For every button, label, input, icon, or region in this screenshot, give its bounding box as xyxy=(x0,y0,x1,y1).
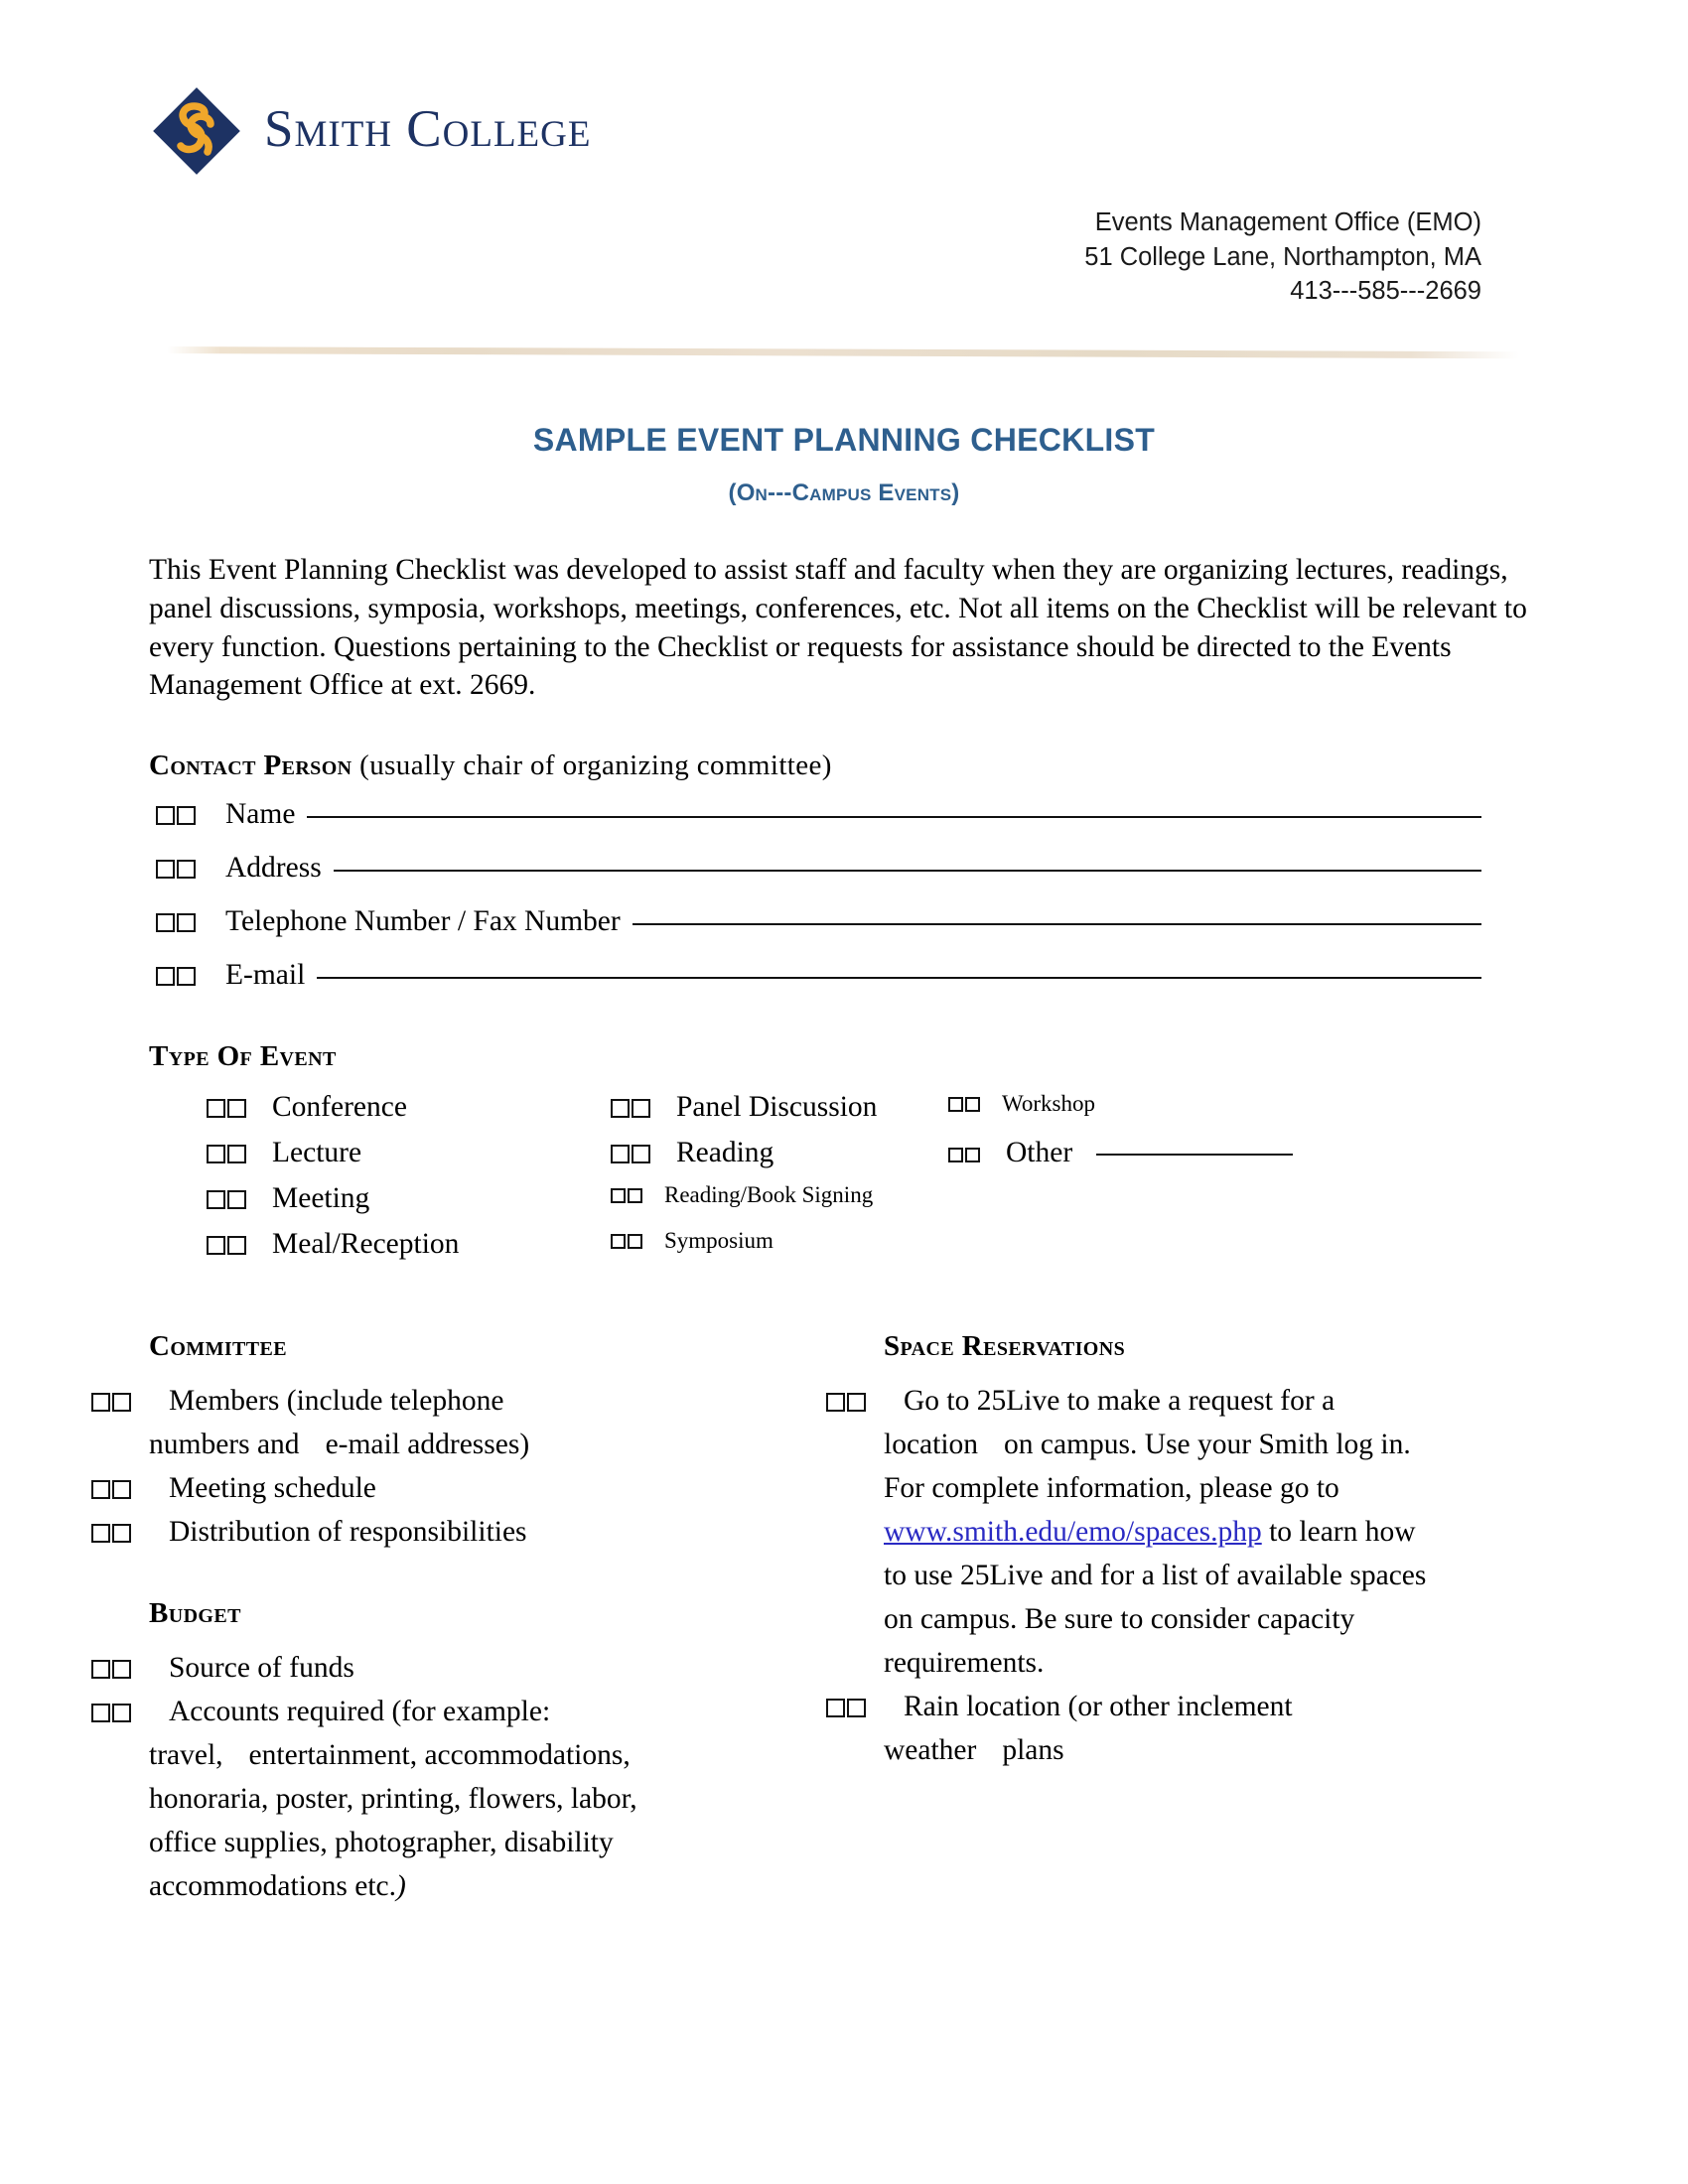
space-rain-cont-1b: plans xyxy=(1002,1734,1064,1766)
checkbox-address[interactable] xyxy=(156,852,196,885)
checkbox-meeting[interactable] xyxy=(207,1182,246,1215)
contact-person-section xyxy=(149,750,1539,1013)
type-of-event-section xyxy=(149,1040,1539,1270)
checkbox-panel-discussion[interactable] xyxy=(611,1091,650,1124)
smith-diamond-monogram-icon xyxy=(151,85,242,177)
budget-accounts-cont-1a: travel, xyxy=(149,1739,223,1771)
contact-row-email xyxy=(149,959,1539,1013)
type-row-conference xyxy=(207,1091,459,1137)
space-25live-cont-1 xyxy=(884,1423,1499,1466)
space-25live-cont-4: to use 25Live and for a list of available spaces xyxy=(884,1560,1427,1591)
committee-item-distribution xyxy=(149,1510,765,1554)
space-25live-cont-3 xyxy=(884,1510,1499,1554)
type-label-lecture: Lecture xyxy=(272,1137,362,1168)
contact-row-name xyxy=(149,798,1539,852)
header-divider-rule xyxy=(167,346,1519,358)
committee-heading: Committee xyxy=(149,1330,287,1362)
type-row-other xyxy=(948,1137,1293,1182)
committee-label-members: Members (include telephone xyxy=(169,1385,504,1417)
smith-college-logo xyxy=(151,85,591,177)
contact-person-heading xyxy=(149,750,1539,782)
space-25live-cont-1a: location xyxy=(884,1429,979,1460)
lower-right-column xyxy=(884,1330,1499,1772)
budget-accounts-cont-4 xyxy=(149,1864,765,1908)
page-subtitle: (On---Campus Events) xyxy=(728,479,960,506)
space-label-rain-location: Rain location (or other inclement xyxy=(904,1691,1293,1722)
contact-label-address: Address xyxy=(225,852,322,884)
committee-item-meeting-schedule xyxy=(149,1466,765,1510)
logo-wordmark: Smith College xyxy=(264,99,592,158)
committee-label-distribution: Distribution of responsibilities xyxy=(169,1516,527,1548)
checkbox-symposium[interactable] xyxy=(611,1228,642,1254)
type-label-panel-discussion: Panel Discussion xyxy=(676,1091,878,1123)
checkbox-conference[interactable] xyxy=(207,1091,246,1124)
space-25live-cont-6: requirements. xyxy=(884,1647,1045,1679)
type-row-lecture xyxy=(207,1137,459,1182)
office-street: 51 College Lane, Northampton, MA xyxy=(1084,242,1481,271)
office-address-block xyxy=(1084,205,1481,309)
space-item-rain-location xyxy=(884,1685,1499,1772)
type-row-workshop xyxy=(948,1091,1293,1137)
budget-heading: Budget xyxy=(149,1597,241,1629)
checkbox-reading[interactable] xyxy=(611,1137,650,1169)
contact-row-telephone xyxy=(149,905,1539,959)
budget-accounts-close-paren: ) xyxy=(396,1870,406,1902)
spaces-php-link[interactable]: www.smith.edu/emo/spaces.php xyxy=(884,1516,1262,1548)
intro-paragraph: This Event Planning Checklist was developed to assist staff and faculty when they are organizing lectures, readings, panel discussions, symposia, workshops, meetings, conferences, etc. Not all items on the Checklist will be relevant to every function. Questions pertaining to the Checklist or requests for assistance should be directed to the Events Management Office at ext. 2669. xyxy=(149,554,1527,702)
space-rain-cont-1 xyxy=(884,1728,1499,1772)
type-column-3 xyxy=(948,1091,1293,1182)
committee-members-cont-b: e-mail addresses) xyxy=(325,1429,530,1460)
checkbox-telephone[interactable] xyxy=(156,905,196,938)
office-phone: 413---585---2669 xyxy=(1290,277,1481,306)
committee-label-meeting-schedule: Meeting schedule xyxy=(169,1472,376,1504)
budget-accounts-cont-3: office supplies, photographer, disability xyxy=(149,1827,614,1858)
page-title: SAMPLE EVENT PLANNING CHECKLIST xyxy=(532,422,1156,458)
lower-left-column xyxy=(149,1330,765,1908)
committee-members-continuation xyxy=(149,1423,765,1466)
type-column-2 xyxy=(611,1091,877,1274)
checkbox-name[interactable] xyxy=(156,798,196,831)
type-of-event-heading: Type Of Event xyxy=(149,1040,337,1072)
type-label-other: Other xyxy=(1006,1137,1073,1168)
space-reservations-heading: Space Reservations xyxy=(884,1330,1126,1362)
space-25live-cont-1b: on campus. Use your Smith log in. xyxy=(1004,1429,1411,1460)
page-header xyxy=(0,0,1688,338)
contact-label-telephone: Telephone Number / Fax Number xyxy=(225,905,621,937)
checkbox-lecture[interactable] xyxy=(207,1137,246,1169)
type-label-meal-reception: Meal/Reception xyxy=(272,1228,460,1260)
type-row-reading xyxy=(611,1137,877,1182)
budget-item-source-of-funds xyxy=(149,1646,765,1690)
type-label-reading: Reading xyxy=(676,1137,774,1168)
fill-line-telephone[interactable] xyxy=(633,923,1481,925)
space-item-25live xyxy=(884,1379,1499,1685)
budget-label-source-of-funds: Source of funds xyxy=(169,1652,354,1684)
budget-accounts-cont-1 xyxy=(149,1733,765,1777)
type-label-reading-book-signing: Reading/Book Signing xyxy=(664,1182,874,1207)
type-row-meeting xyxy=(207,1182,459,1228)
fill-line-other[interactable] xyxy=(1096,1154,1293,1156)
committee-members-cont-a: numbers and xyxy=(149,1429,300,1460)
space-label-25live: Go to 25Live to make a request for a xyxy=(904,1385,1336,1417)
type-label-symposium: Symposium xyxy=(664,1228,774,1253)
type-of-event-grid xyxy=(149,1091,1539,1270)
contact-person-heading-caps: Contact Person xyxy=(149,750,352,781)
fill-line-address[interactable] xyxy=(334,870,1481,872)
checkbox-workshop[interactable] xyxy=(948,1091,980,1117)
space-25live-cont-5: on campus. Be sure to consider capacity xyxy=(884,1603,1355,1635)
checkbox-other[interactable] xyxy=(948,1137,980,1169)
budget-accounts-cont-2: honoraria, poster, printing, flowers, labor, xyxy=(149,1783,637,1815)
contact-row-address xyxy=(149,852,1539,905)
type-column-1 xyxy=(207,1091,459,1274)
space-rain-cont-1a: weather xyxy=(884,1734,977,1766)
budget-accounts-cont-1b: entertainment, accommodations, xyxy=(248,1739,631,1771)
checkbox-email[interactable] xyxy=(156,959,196,992)
fill-line-name[interactable] xyxy=(307,816,1481,818)
type-label-meeting: Meeting xyxy=(272,1182,370,1214)
type-label-workshop: Workshop xyxy=(1002,1091,1095,1116)
budget-accounts-cont-4a: accommodations etc. xyxy=(149,1870,397,1902)
office-name: Events Management Office (EMO) xyxy=(1094,208,1481,236)
type-row-meal-reception xyxy=(207,1228,459,1274)
contact-label-email: E-mail xyxy=(225,959,306,991)
sc-monogram-icon xyxy=(151,85,242,177)
type-row-reading-book-signing xyxy=(611,1182,877,1228)
fill-line-email[interactable] xyxy=(317,977,1481,979)
contact-person-heading-note: (usually chair of organizing committee) xyxy=(352,750,832,781)
budget-label-accounts-required: Accounts required (for example: xyxy=(169,1696,551,1727)
committee-item-members xyxy=(149,1379,765,1466)
type-row-panel-discussion xyxy=(611,1091,877,1137)
space-25live-cont-2: For complete information, please go to xyxy=(884,1472,1339,1504)
checkbox-reading-book-signing[interactable] xyxy=(611,1182,642,1208)
space-25live-cont-3b: to learn how xyxy=(1261,1516,1416,1548)
contact-label-name: Name xyxy=(225,798,296,830)
type-row-symposium xyxy=(611,1228,877,1274)
budget-item-accounts-required xyxy=(149,1690,765,1908)
checkbox-meal-reception[interactable] xyxy=(207,1228,246,1261)
type-label-conference: Conference xyxy=(272,1091,407,1123)
